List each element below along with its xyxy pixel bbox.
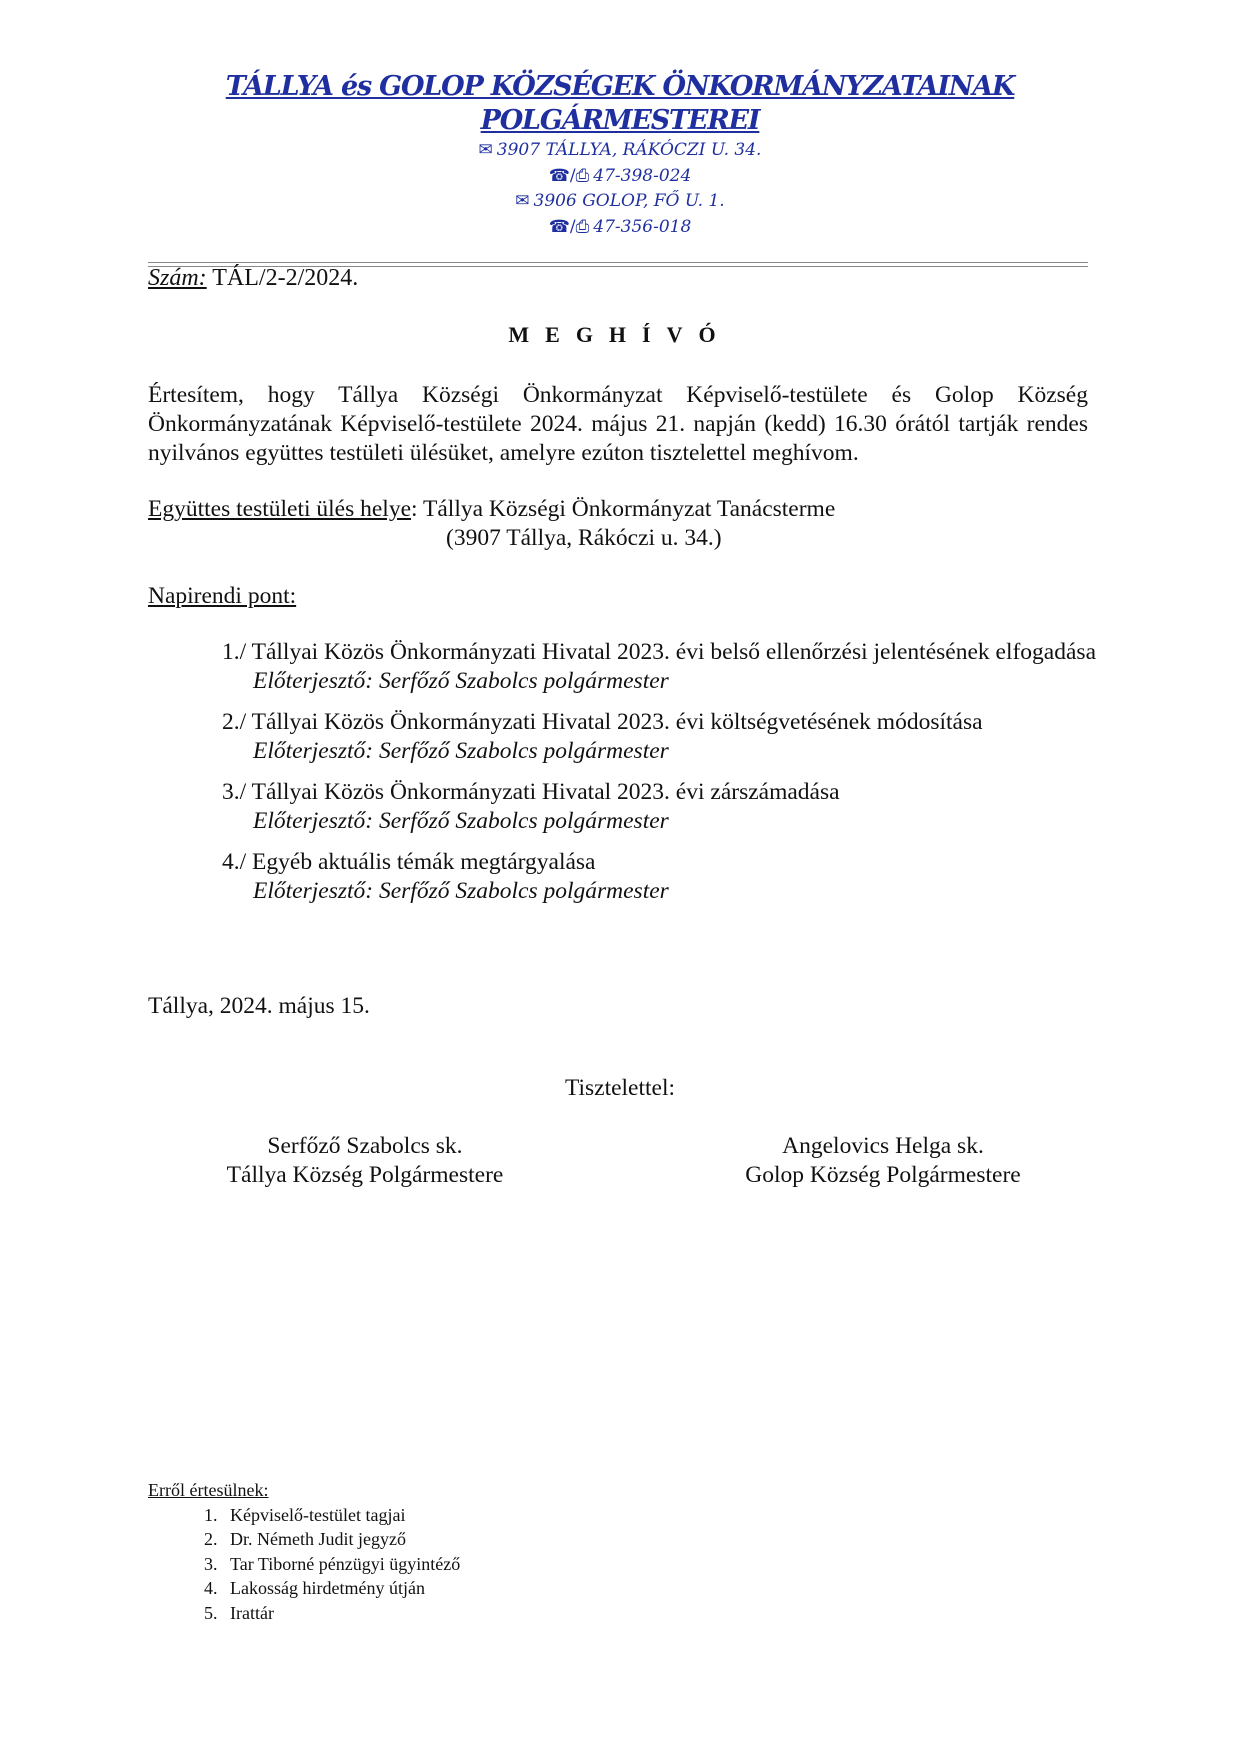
letterhead-title-line2: POLGÁRMESTEREI — [480, 105, 760, 136]
envelope-icon: ✉ — [478, 140, 493, 160]
agenda-list — [222, 638, 1122, 918]
address-golop-text: 3906 GOLOP, FŐ U. 1. — [533, 191, 725, 211]
recipient-item: 3. Tar Tiborné pénzügyi ügyintéző — [222, 1552, 460, 1577]
letterhead — [0, 70, 1240, 240]
meeting-place: Együttes testületi ülés helye: Tállya Községi Önkormányzat Tanácsterme — [148, 496, 836, 522]
agenda-label — [148, 582, 1088, 611]
recipient-item: 1. Képviselő-testület tagjai — [222, 1503, 460, 1528]
letterhead-phone-tallya — [0, 164, 1240, 190]
agenda-item — [222, 778, 1122, 836]
signature-name: Serfőző Szabolcs sk. — [267, 1133, 463, 1159]
meeting-place-label: Együttes testületi ülés helye — [148, 496, 412, 522]
phone-tallya-text: 47-398-024 — [593, 165, 692, 186]
document-date: Tállya, 2024. május 15. — [148, 993, 370, 1019]
intro-paragraph: Értesítem, hogy Tállya Községi Önkormányzat Képviselő-testülete és Golop Község Önkormányzatának Képviselő-testülete 2024. május 21. napján (kedd) 16.30 órától tartják rendes nyilvános együttes testületi ülésüket, amelyre ezúton tisztelettel meghívom. — [148, 382, 1088, 466]
agenda-item-presenter: Előterjesztő: Serfőző Szabolcs polgármester — [253, 808, 669, 834]
reference-label: Szám: — [148, 265, 207, 291]
signature-title: Golop Község Polgármestere — [745, 1162, 1021, 1188]
agenda-item — [222, 848, 1122, 906]
agenda-item-title: 1./ Tállyai Közös Önkormányzati Hivatal 2023. évi belső ellenőrzési jelentésének elfogadása — [222, 639, 1096, 665]
phone-golop-text: 47-356-018 — [593, 216, 692, 237]
meeting-place-line2: (3907 Tállya, Rákóczi u. 34.) — [446, 525, 722, 551]
signature-tallya-mayor — [155, 1132, 575, 1190]
agenda-item-presenter: Előterjesztő: Serfőző Szabolcs polgármester — [253, 738, 669, 764]
document-heading: MEGHÍVÓ — [508, 322, 732, 347]
reference-value: TÁL/2-2/2024. — [212, 265, 359, 291]
agenda-item-title: 4./ Egyéb aktuális témák megtárgyalása — [222, 849, 596, 875]
letterhead-address-tallya — [0, 138, 1240, 164]
envelope-icon: ✉ — [515, 191, 530, 211]
meeting-place-line1: Tállya Községi Önkormányzat Tanácsterme — [423, 496, 836, 522]
letterhead-title-line1: TÁLLYA és GOLOP KÖZSÉGEK ÖNKORMÁNYZATAINAK — [225, 71, 1015, 102]
recipient-list — [148, 1503, 460, 1626]
letterhead-address-golop — [0, 189, 1240, 215]
agenda-item — [222, 638, 1122, 696]
agenda-item-title: 2./ Tállyai Közös Önkormányzati Hivatal 2023. évi költségvetésének módosítása — [222, 709, 983, 735]
agenda-label-text: Napirendi pont: — [148, 583, 297, 609]
letterhead-divider — [148, 262, 1088, 263]
signature-name: Angelovics Helga sk. — [782, 1133, 984, 1159]
reference-number — [148, 265, 358, 292]
recipient-item: 4. Lakosság hirdetmény útján — [222, 1576, 460, 1601]
agenda-item-presenter: Előterjesztő: Serfőző Szabolcs polgármester — [253, 878, 669, 904]
signature-title: Tállya Község Polgármestere — [226, 1162, 504, 1188]
telephone-fax-icon: ☎/⎙ — [548, 165, 590, 186]
letterhead-phone-golop — [0, 215, 1240, 241]
agenda-item-title: 3./ Tállyai Közös Önkormányzati Hivatal 2023. évi zárszámadása — [222, 779, 840, 805]
notification-label: Erről értesülnek: — [148, 1480, 269, 1500]
signature-golop-mayor — [673, 1132, 1093, 1190]
recipient-item: 5. Irattár — [222, 1601, 460, 1626]
address-tallya-text: 3907 TÁLLYA, RÁKÓCZI U. 34. — [496, 140, 762, 160]
agenda-item-presenter: Előterjesztő: Serfőző Szabolcs polgármester — [253, 668, 669, 694]
agenda-item — [222, 708, 1122, 766]
closing-regards: Tisztelettel: — [564, 1075, 676, 1101]
notification-list — [148, 1478, 460, 1625]
telephone-fax-icon: ☎/⎙ — [548, 216, 590, 237]
recipient-item: 2. Dr. Németh Judit jegyző — [222, 1527, 460, 1552]
